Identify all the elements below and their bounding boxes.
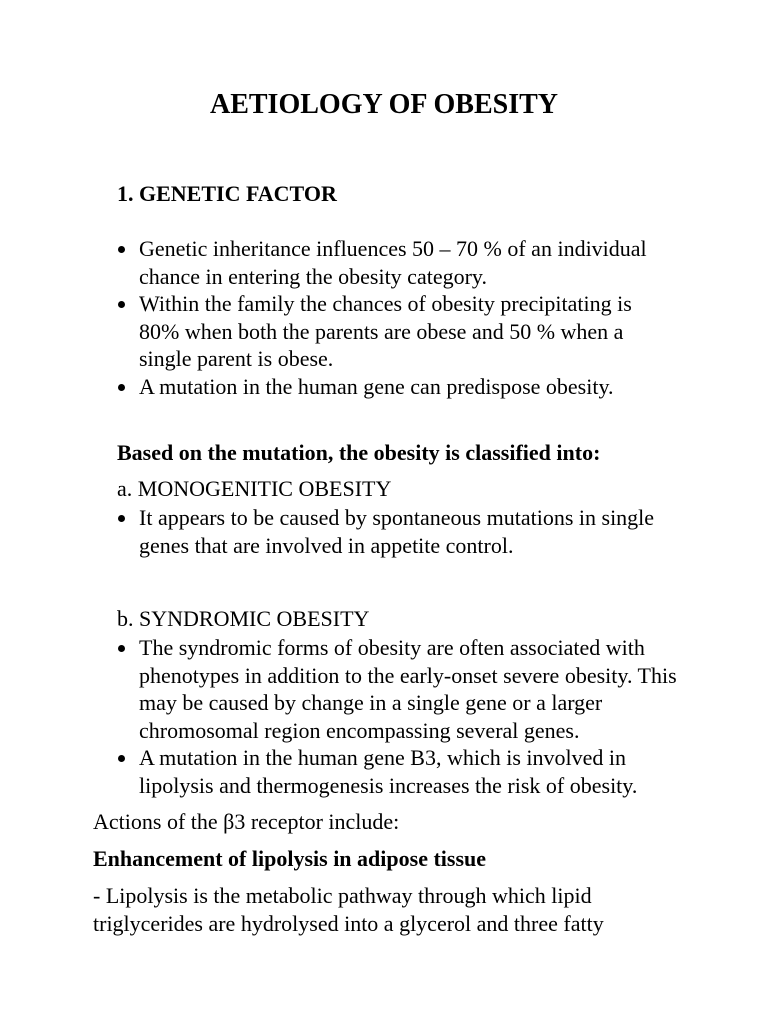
- syndromic-list: [117, 634, 677, 799]
- actions-subheading: Enhancement of lipolysis in adipose tissue: [93, 846, 487, 871]
- subheading-monogenic-obesity: a. MONOGENITIC OBESITY: [117, 476, 392, 501]
- section-heading-genetic-factor: 1. GENETIC FACTOR: [117, 181, 337, 206]
- list-item: Genetic inheritance influences 50 – 70 % of an individual chance in entering the obesity category.: [117, 235, 677, 290]
- actions-intro: Actions of the β3 receptor include:: [93, 809, 400, 834]
- bullet-icon: [118, 645, 125, 652]
- list-item: The syndromic forms of obesity are often associated with phenotypes in addition to the early-onset severe obesity. This may be caused by change in a single gene or a larger chromosomal region encompassing several genes.: [117, 634, 677, 744]
- list-item: A mutation in the human gene can predispose obesity.: [117, 373, 677, 401]
- genetic-factor-list: [117, 235, 677, 400]
- bullet-icon: [118, 301, 125, 308]
- monogenic-list: [117, 504, 677, 559]
- subheading-syndromic-obesity: b. SYNDROMIC OBESITY: [117, 606, 370, 631]
- bullet-icon: [118, 246, 125, 253]
- bullet-icon: [118, 515, 125, 522]
- list-item: It appears to be caused by spontaneous mutations in single genes that are involved in appetite control.: [117, 504, 677, 559]
- lipolysis-paragraph: - Lipolysis is the metabolic pathway through which lipid triglycerides are hydrolysed into a glycerol and three fatty: [93, 883, 604, 936]
- list-item: A mutation in the human gene B3, which is involved in lipolysis and thermogenesis increases the risk of obesity.: [117, 744, 677, 799]
- page-title: AETIOLOGY OF OBESITY: [209, 89, 558, 120]
- bullet-icon: [118, 755, 125, 762]
- classification-heading: Based on the mutation, the obesity is classified into:: [117, 440, 601, 465]
- list-item: Within the family the chances of obesity precipitating is 80% when both the parents are obese and 50 % when a single parent is obese.: [117, 290, 677, 373]
- bullet-icon: [118, 384, 125, 391]
